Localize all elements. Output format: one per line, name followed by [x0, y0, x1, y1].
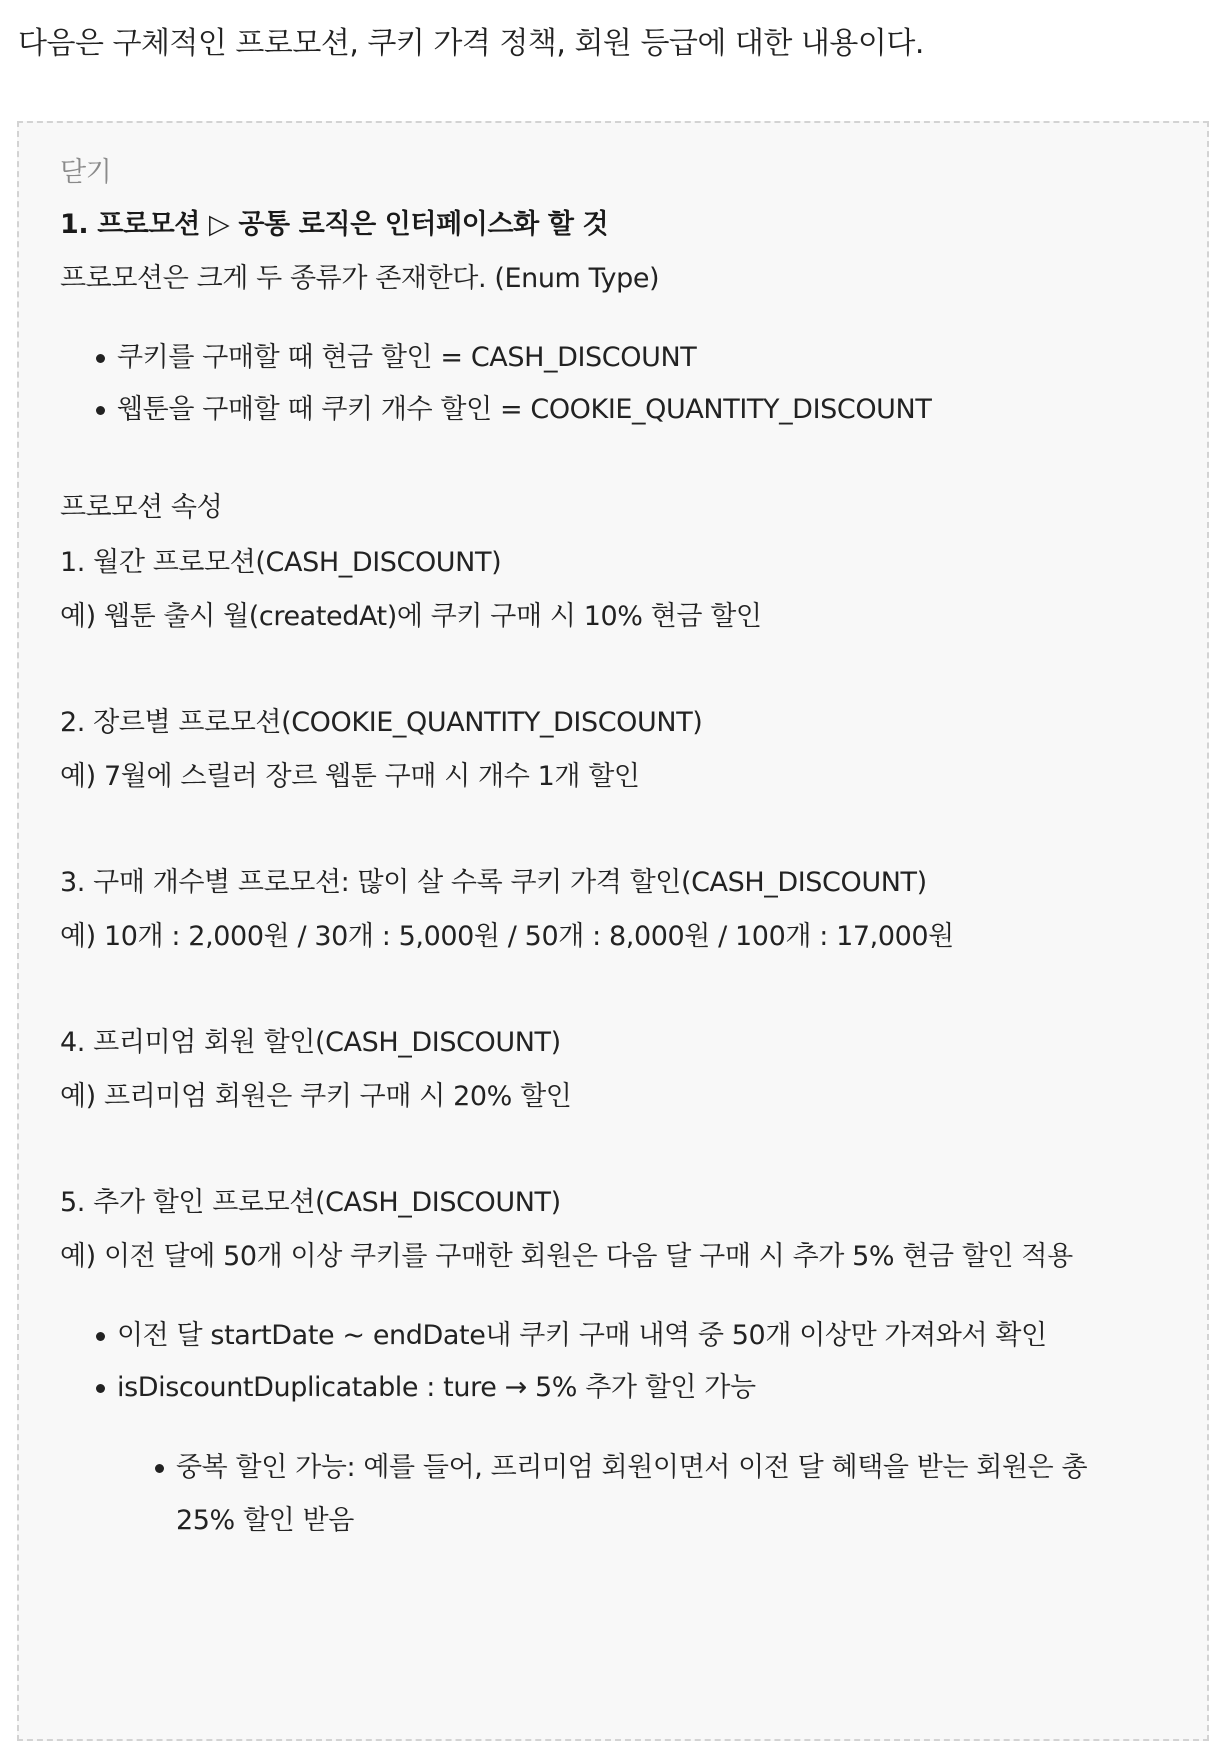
extra-list-item: 이전 달 startDate ~ endDate내 쿠키 구매 내역 중 50개 이상만 가져와서 확인 [117, 1320, 1047, 1351]
close-toggle-link[interactable]: 닫기 [60, 157, 112, 188]
promotion-title: 4. 프리미엄 회원 할인(CASH_DISCOUNT) [60, 1027, 561, 1058]
promotion-types-intro: 프로모션은 크게 두 종류가 존재한다. (Enum Type) [60, 263, 660, 294]
intro-text: 다음은 구체적인 프로모션, 쿠키 가격 정책, 회원 등급에 대한 내용이다. [18, 26, 924, 61]
toggle-panel [17, 121, 1209, 1741]
promotion-title: 3. 구매 개수별 프로모션: 많이 살 수록 쿠키 가격 할인(CASH_DISCOUNT) [60, 867, 927, 898]
promotion-title: 5. 추가 할인 프로모션(CASH_DISCOUNT) [60, 1187, 561, 1218]
section-heading: 1. 프로모션 ▷ 공통 로직은 인터페이스화 할 것 [60, 209, 609, 240]
promotion-example: 예) 프리미엄 회원은 쿠키 구매 시 20% 할인 [60, 1081, 572, 1112]
nested-list-item-line: 중복 할인 가능: 예를 들어, 프리미엄 회원이면서 이전 달 혜택을 받는 회원은 총 [176, 1452, 1088, 1483]
bullet-dot [96, 406, 105, 415]
extra-list-item: isDiscountDuplicatable : ture → 5% 추가 할인 가능 [117, 1372, 756, 1403]
attributes-title: 프로모션 속성 [60, 492, 223, 523]
promotion-example: 예) 웹툰 출시 월(createdAt)에 쿠키 구매 시 10% 현금 할인 [60, 601, 762, 632]
promotion-title: 1. 월간 프로모션(CASH_DISCOUNT) [60, 547, 502, 578]
type-list-item: 쿠키를 구매할 때 현금 할인 = CASH_DISCOUNT [117, 342, 697, 373]
bullet-dot [96, 354, 105, 363]
nested-bullet-dot [155, 1464, 164, 1473]
promotion-example: 예) 이전 달에 50개 이상 쿠키를 구매한 회원은 다음 달 구매 시 추가 5% 현금 할인 적용 [60, 1241, 1073, 1272]
promotion-example: 예) 10개 : 2,000원 / 30개 : 5,000원 / 50개 : 8,000원 / 100개 : 17,000원 [60, 921, 954, 952]
type-list-item: 웹툰을 구매할 때 쿠키 개수 할인 = COOKIE_QUANTITY_DISCOUNT [117, 394, 932, 425]
promotion-example: 예) 7월에 스릴러 장르 웹툰 구매 시 개수 1개 할인 [60, 761, 640, 792]
bullet-dot [96, 1384, 105, 1393]
bullet-dot [96, 1332, 105, 1341]
nested-list-item-line: 25% 할인 받음 [176, 1505, 354, 1536]
promotion-title: 2. 장르별 프로모션(COOKIE_QUANTITY_DISCOUNT) [60, 707, 703, 738]
